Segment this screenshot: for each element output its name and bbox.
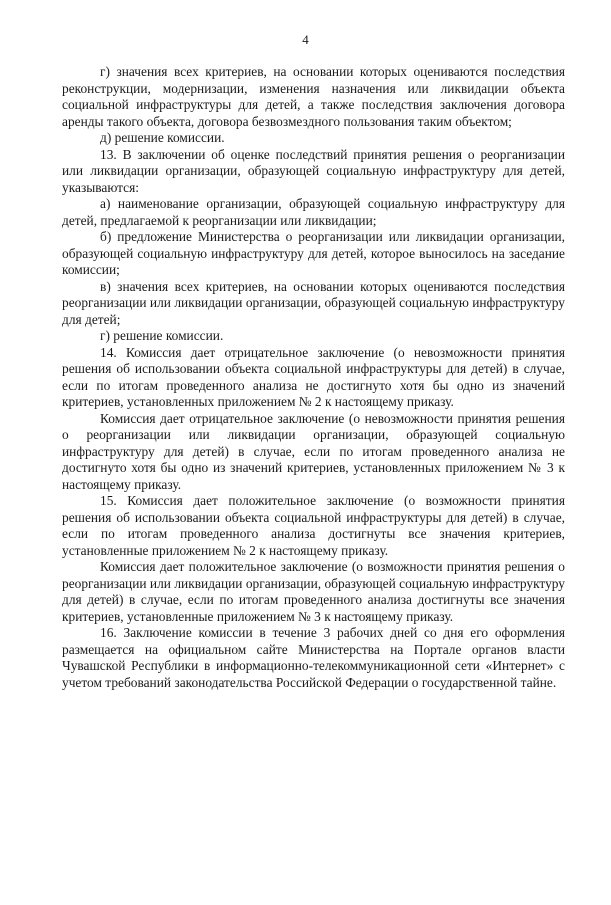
paragraph-13b-proposal: б) предложение Министерства о реорганизации или ликвидации организации, образующей социальную инфраструктуру для детей, которое выносилось на заседание комиссии; (62, 229, 565, 277)
document-body (62, 64, 565, 691)
paragraph-13a-name: а) наименование организации, образующей социальную инфраструктуру для детей, предлагаемой к реорганизации или ликвидации; (62, 196, 565, 228)
paragraph-15-positive: 15. Комиссия дает положительное заключение (о возможности принятия решения об использовании объекта социальной инфраструктуры для детей) в случае, если по итогам проведенного анализа достигнуты все значения критериев, установленные приложением № 2 к настоящему приказу. (62, 493, 565, 558)
paragraph-13g-decision: г) решение комиссии. (100, 328, 224, 343)
page-number: 4 (302, 32, 309, 47)
paragraph-12g-criteria: г) значения всех критериев, на основании которых оцениваются последствия реконструкции, модернизации, изменения назначения или ликвидации объекта социальной инфраструктуры для детей, а также последствия заключения договора аренды такого объекта, договора безвозмездного пользования таким объектом; (62, 64, 565, 129)
paragraph-14-negative: 14. Комиссия дает отрицательное заключение (о невозможности принятия решения об использовании объекта социальной инфраструктуры для детей) в случае, если по итогам проведенного анализа не достигнуто хотя бы одно из значений критериев, установленных приложением № 2 к настоящему приказу. (62, 344, 565, 409)
paragraph-12d-decision: д) решение комиссии. (100, 130, 225, 145)
paragraph-15-positive-reorg: Комиссия дает положительное заключение (о возможности принятия решения о реорганизации или ликвидации организации, образующей социальную инфраструктуру для детей) в случае, если по итогам проведенного анализа достигнуты все значения критериев, установленные приложением № 3 к настоящему приказу. (62, 559, 565, 624)
paragraph-13-intro: 13. В заключении об оценке последствий принятия решения о реорганизации или ликвидации организации, образующей социальную инфраструктуру для детей, указываются: (62, 146, 565, 195)
paragraph-13v-criteria: в) значения всех критериев, на основании которых оцениваются последствия реорганизации или ликвидации организации, образующей социальную инфраструктуру для детей; (62, 278, 565, 327)
paragraph-16-publication: 16. Заключение комиссии в течение 3 рабочих дней со дня его оформления размещается на официальном сайте Министерства на Портале органов власти Чувашской Республики в информационно-телекоммуникационной сети «Интернет» с учетом требований законодательства Российской Федерации о государственной тайне. (62, 625, 565, 690)
paragraph-14-negative-reorg: Комиссия дает отрицательное заключение (о невозможности принятия решения о реорганизации или ликвидации организации, образующей социальную инфраструктуру для детей) в случае, если по итогам проведенного анализа не достигнуто хотя бы одно из значений критериев, установленных приложением № 3 к настоящему приказу. (62, 410, 565, 492)
